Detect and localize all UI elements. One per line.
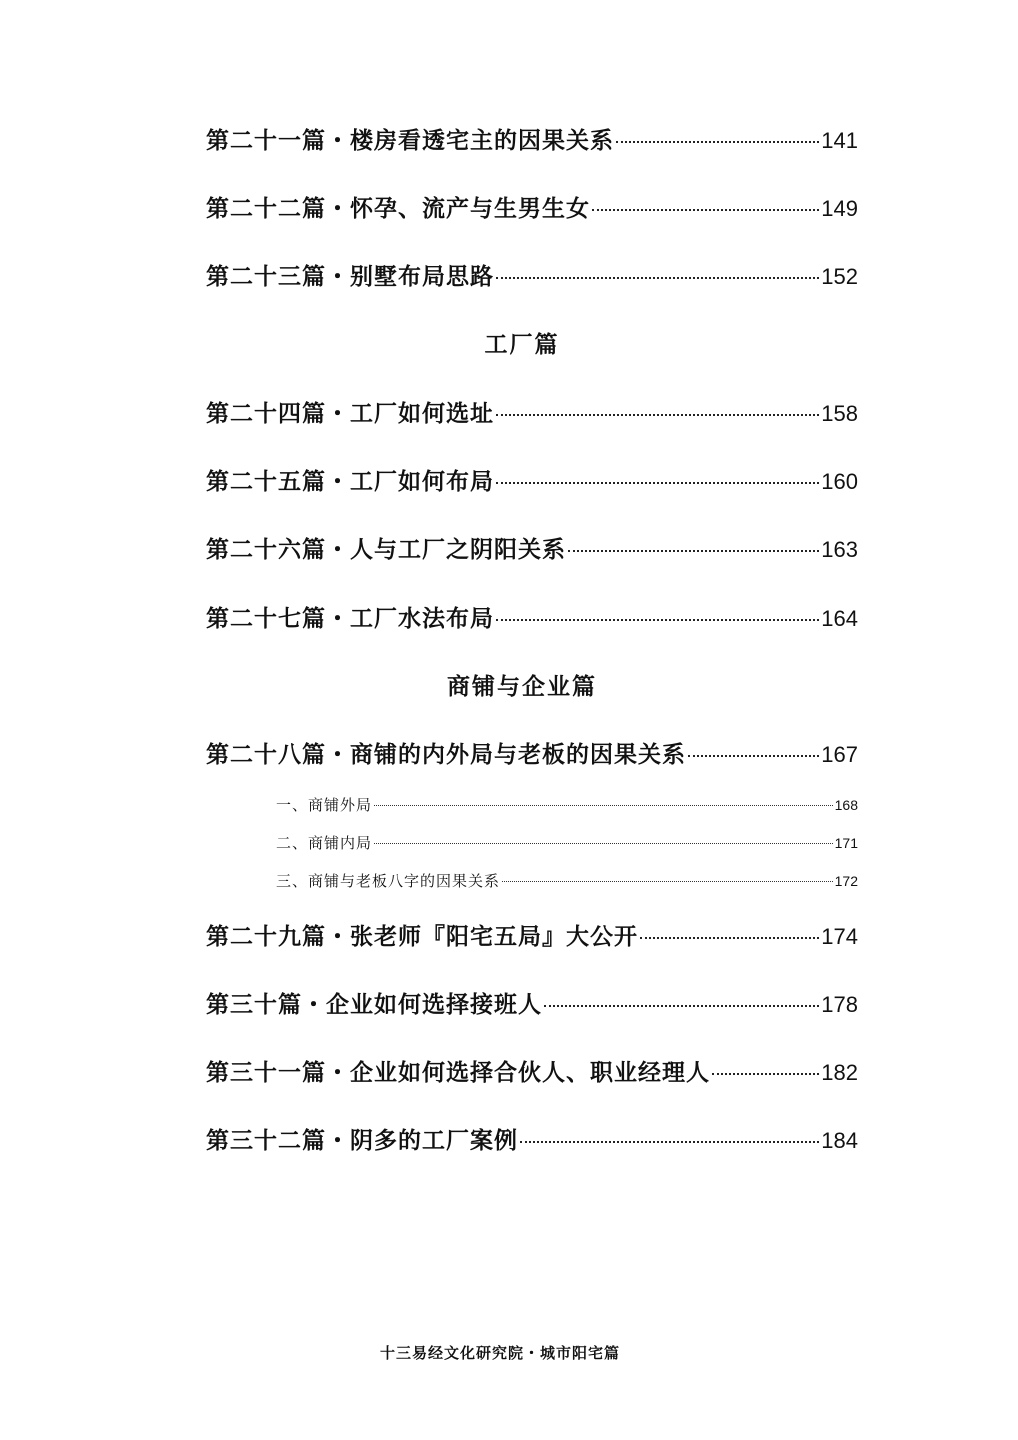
toc-entry-30 (206, 988, 858, 1022)
toc-entry-page: 174 (821, 924, 858, 949)
leader-dots (496, 482, 819, 484)
toc-subentry-3 (276, 870, 858, 892)
leader-dots (688, 755, 819, 757)
leader-dots (640, 937, 819, 939)
toc-entry-title: 第二十三篇・别墅布局思路 (206, 264, 494, 290)
leader-dots (568, 550, 819, 552)
toc-subentry-title: 一、商铺外局 (276, 796, 373, 814)
toc-entry-title: 第二十五篇・工厂如何布局 (206, 469, 494, 495)
toc-subentry-page: 168 (834, 797, 858, 813)
toc-subentry-title: 三、商铺与老板八字的因果关系 (276, 872, 501, 890)
toc-entry-title: 第二十二篇・怀孕、流产与生男生女 (206, 196, 590, 222)
toc-entry-28 (206, 738, 858, 772)
toc-entry-27 (206, 602, 858, 636)
toc-entry-26 (206, 533, 858, 567)
toc-entry-32 (206, 1124, 858, 1158)
leader-dots (496, 414, 819, 416)
leader-dots (374, 805, 833, 806)
toc-entry-page: 163 (821, 537, 858, 562)
toc-entry-page: 164 (821, 606, 858, 631)
toc-entry-page: 182 (821, 1060, 858, 1085)
toc-entry-23 (206, 260, 858, 294)
page-footer: 十三易经文化研究院・城市阳宅篇 (379, 1344, 620, 1362)
toc-entry-page: 152 (821, 264, 858, 289)
toc-entry-22 (206, 192, 858, 226)
toc-entry-page: 158 (821, 401, 858, 426)
toc-subentry-page: 171 (834, 835, 858, 851)
toc-entry-title: 第二十八篇・商铺的内外局与老板的因果关系 (206, 742, 686, 768)
section-heading-shop: 商铺与企业篇 (447, 674, 597, 700)
toc-entry-title: 第二十六篇・人与工厂之阴阳关系 (206, 537, 566, 563)
toc-subentry-title: 二、商铺内局 (276, 834, 373, 852)
toc-entry-page: 184 (821, 1128, 858, 1153)
toc-subentry-page: 172 (834, 873, 858, 889)
toc-entry-title: 第三十二篇・阴多的工厂案例 (206, 1128, 518, 1154)
toc-entry-title: 第二十一篇・楼房看透宅主的因果关系 (206, 128, 614, 154)
toc-entry-title: 第二十七篇・工厂水法布局 (206, 606, 494, 632)
leader-dots (616, 141, 819, 143)
leader-dots (496, 619, 819, 621)
toc-entry-24 (206, 397, 858, 431)
leader-dots (544, 1005, 819, 1007)
toc-subentry-2 (276, 832, 858, 854)
toc-entry-page: 149 (821, 196, 858, 221)
toc-entry-title: 第三十篇・企业如何选择接班人 (206, 992, 542, 1018)
leader-dots (520, 1141, 819, 1143)
toc-entry-page: 160 (821, 469, 858, 494)
toc-entry-title: 第二十九篇・张老师『阳宅五局』大公开 (206, 924, 638, 950)
toc-entry-page: 141 (821, 128, 858, 153)
toc-entry-29 (206, 920, 858, 954)
toc-entry-title: 第三十一篇・企业如何选择合伙人、职业经理人 (206, 1060, 710, 1086)
toc-entry-title: 第二十四篇・工厂如何选址 (206, 401, 494, 427)
leader-dots (374, 843, 833, 844)
leader-dots (712, 1073, 819, 1075)
toc-entry-25 (206, 465, 858, 499)
leader-dots (496, 277, 819, 279)
toc-entry-page: 167 (821, 742, 858, 767)
section-heading-factory: 工厂篇 (484, 332, 560, 358)
leader-dots (592, 209, 819, 211)
toc-entry-page: 178 (821, 992, 858, 1017)
leader-dots (502, 881, 833, 882)
toc-entry-21 (206, 124, 858, 158)
toc-entry-31 (206, 1056, 858, 1090)
toc-subentry-1 (276, 794, 858, 816)
